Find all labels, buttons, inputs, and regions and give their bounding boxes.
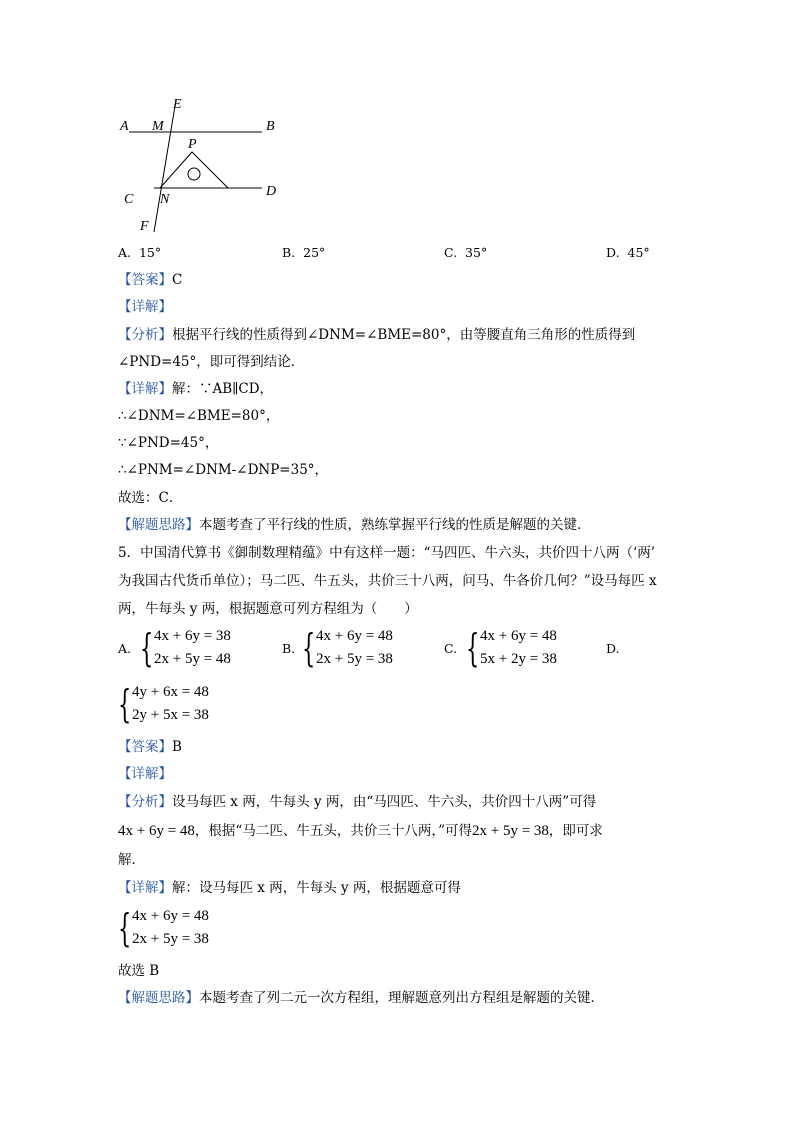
q5-option-d-letter: D. [606, 641, 620, 656]
brace-icon: { [302, 626, 316, 670]
label-m: M [152, 119, 164, 134]
q5-option-b-system: { 4x + 6y = 48 2x + 5y = 38 [302, 626, 393, 670]
label-d: D [266, 184, 277, 199]
q4-detail-heading: 【详解】 [118, 299, 172, 315]
q4-choose: 故选：C． [118, 490, 183, 506]
q5-option-a-letter: A. [118, 641, 132, 656]
brace-icon: { [466, 626, 480, 670]
geometry-figure [114, 92, 304, 242]
q4-option-c: C. 35° [444, 245, 488, 260]
q5-stem-line-2: 为我国古代货币单位）；马二匹、牛五头，共价三十八两，问马、牛各价几何？”设马每匹 x [118, 573, 657, 589]
q5-detail-heading: 【详解】 [118, 766, 172, 782]
brace-icon: { [118, 906, 132, 950]
q4-analysis-line-1: 【分析】根据平行线的性质得到∠DNM=∠BME=80°，由等腰直角三角形的性质得到 [118, 327, 636, 343]
q5-answer: 【答案】B [118, 739, 182, 755]
q4-option-b: B. 25° [282, 245, 326, 260]
q5-stem-line-3: 两，牛每头 y 两，根据题意可列方程组为（ ） [118, 601, 418, 617]
q5-stem-line-1: 5．中国清代算书《御制数理精蕴》中有这样一题：“马四匹、牛六头，共价四十八两（‘两’ [118, 545, 656, 561]
triangle-set-square [160, 152, 228, 188]
q4-idea: 【解题思路】本题考查了平行线的性质，熟练掌握平行线的性质是解题的关键． [118, 517, 591, 533]
label-n: N [160, 192, 170, 207]
brace-icon: { [140, 626, 154, 670]
label-p: P [188, 137, 197, 152]
q4-answer: 【答案】C [118, 272, 183, 288]
q5-analysis-line-2: 4x + 6y = 48，根据“马二匹、牛五头，共价三十八两，”可得2x + 5y = 38，即可求 [118, 823, 603, 839]
q5-analysis-line-3: 解． [118, 852, 145, 868]
q5-option-b-letter: B. [282, 641, 296, 656]
q4-solve-line-2: ∴∠DNM=∠BME=80°， [118, 408, 280, 424]
q5-option-c-system: { 4x + 6y = 48 5x + 2y = 38 [466, 626, 557, 670]
q4-option-d: D. 45° [606, 245, 650, 260]
label-b: B [266, 119, 275, 134]
q5-option-c-letter: C. [444, 641, 458, 656]
label-c: C [124, 192, 134, 207]
q5-solve-line-1: 【详解】解：设马每匹 x 两，牛每头 y 两，根据题意可得 [118, 880, 461, 896]
q5-option-d-system: { 4y + 6x = 48 2y + 5x = 38 [118, 682, 209, 726]
q4-solve-line-3: ∵∠PND=45°， [118, 435, 219, 451]
label-e: E [173, 97, 182, 112]
q5-choose: 故选 B [118, 963, 160, 979]
brace-icon: { [118, 682, 132, 726]
q5-solve-system: { 4x + 6y = 48 2x + 5y = 38 [118, 906, 209, 950]
q4-solve-line-4: ∴∠PNM=∠DNM-∠DNP=35°， [118, 462, 329, 478]
label-a: A [120, 119, 129, 134]
q4-analysis-line-2: ∠PND=45°，即可得到结论． [118, 354, 305, 370]
q5-option-a-system: { 4x + 6y = 38 2x + 5y = 48 [140, 626, 231, 670]
q4-solve-line-1: 【详解】解：∵AB∥CD， [118, 381, 274, 397]
q5-idea: 【解题思路】本题考查了列二元一次方程组，理解题意列出方程组是解题的关键． [118, 990, 604, 1006]
q4-option-a: A. 15° [118, 245, 162, 260]
q5-analysis-line-1: 【分析】设马每匹 x 两，牛每头 y 两，由“马四匹、牛六头，共价四十八两”可得 [118, 794, 597, 810]
label-f: F [140, 219, 149, 234]
triangle-hole [188, 168, 200, 180]
